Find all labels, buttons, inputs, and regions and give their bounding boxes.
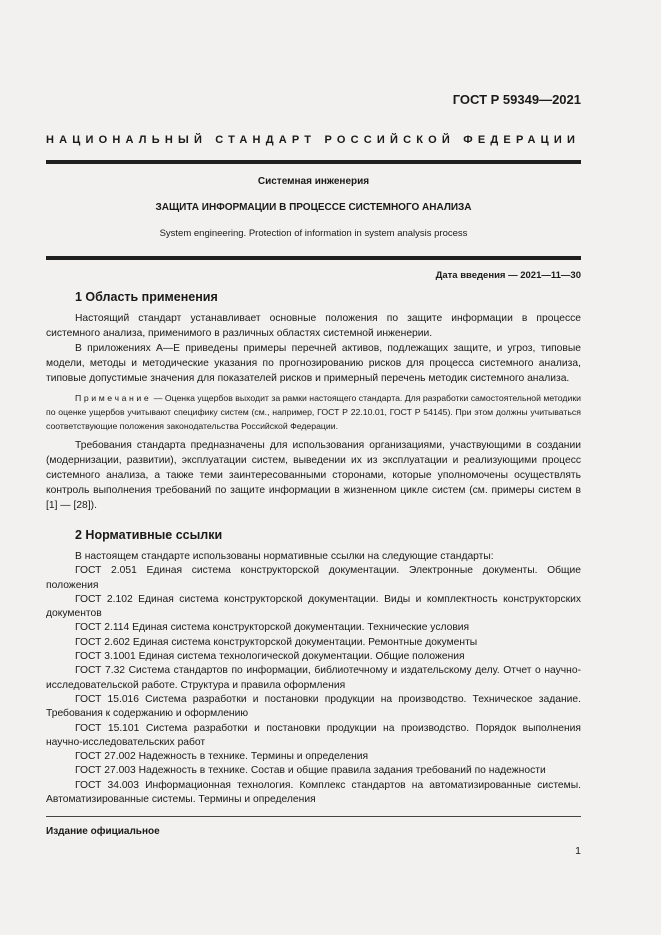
section-2-heading: 2 Нормативные ссылки: [75, 528, 223, 542]
normative-references: [46, 550, 581, 807]
reference-item: ГОСТ 34.003 Информационная технология. Комплекс стандартов на автоматизированные системы. Автоматизированные системы. Термины и определения: [46, 779, 581, 806]
reference-item: ГОСТ 27.003 Надежность в технике. Состав и общие правила задания требований по надежности: [75, 765, 546, 777]
reference-item: ГОСТ 15.101 Система разработки и постановки продукции на производство. Порядок выполнения научно-исследовательских работ: [46, 722, 581, 748]
note-label: Примечание: [75, 393, 152, 403]
section-1-heading: 1 Область применения: [75, 290, 218, 304]
introduction-date: Дата введения — 2021—11—30: [435, 270, 581, 281]
document-title-english: System engineering. Protection of information in system analysis process: [159, 228, 468, 239]
reference-item: ГОСТ 27.002 Надежность в технике. Термины и определения: [75, 751, 369, 763]
paragraph: Требования стандарта предназначены для использования организациями, участвующими в создании (модернизации, развитии), эксплуатации систем, выведении их из эксплуатации и реализующими процесс системного анализа, а также теми заинтересованными сторонами, которые уполномочены осуществлять контроль выполнения требований по защите информации в жизненном цикле систем (см. примеры систем в [1] — [28]).: [46, 440, 581, 511]
reference-item: ГОСТ 2.102 Единая система конструкторской документации. Виды и комплектность конструкторских документов: [46, 593, 581, 620]
document-title: ЗАЩИТА ИНФОРМАЦИИ В ПРОЦЕССЕ СИСТЕМНОГО АНАЛИЗА: [155, 202, 472, 213]
title-divider: [46, 256, 581, 260]
national-standard-title: НАЦИОНАЛЬНЫЙ СТАНДАРТ РОССИЙСКОЙ ФЕДЕРАЦИИ: [46, 134, 581, 146]
reference-item: ГОСТ 2.114 Единая система конструкторской документации. Технические условия: [75, 622, 470, 634]
gost-number: ГОСТ Р 59349—2021: [452, 92, 581, 107]
section-1-body: [46, 311, 581, 513]
note-text: — Оценка ущербов выходит за рамки настоящего стандарта. Для разработки самостоятельной методики по оценке ущербов учитывают специфику систем (см., например, ГОСТ Р 22.10.01, ГОСТ Р 54145). При этом должны учитываться соответствующие положения законодательства Российской Федерации.: [46, 393, 581, 431]
reference-item: ГОСТ 2.051 Единая система конструкторской документации. Электронные документы. Общие положения: [46, 565, 581, 591]
page-number: 1: [575, 845, 581, 857]
reference-item: ГОСТ 15.016 Система разработки и постановки продукции на производство. Техническое задание. Требования к содержанию и оформлению: [46, 693, 581, 720]
reference-item: ГОСТ 2.602 Единая система конструкторской документации. Ремонтные документы: [75, 636, 478, 648]
paragraph: В приложениях А—Е приведены примеры перечней активов, подлежащих защите, и угроз, типовые модели, методы и методические указания по прогнозированию рисков для процесса системного анализа, типовые допустимые значения для показателей рисков и примерный перечень методик системного анализа.: [46, 343, 581, 384]
header-divider: [46, 160, 581, 164]
reference-item: ГОСТ 7.32 Система стандартов по информации, библиотечному и издательскому делу. Отчет о научно-исследовательской работе. Структура и правила оформления: [46, 665, 581, 691]
reference-item: ГОСТ 3.1001 Единая система технологической документации. Общие положения: [75, 651, 465, 663]
references-intro: В настоящем стандарте использованы нормативные ссылки на следующие стандарты:: [75, 551, 494, 562]
system-engineering-label: Системная инженерия: [257, 176, 370, 187]
paragraph: Настоящий стандарт устанавливает основные положения по защите информации в процессе системного анализа, применимого в различных областях системной инженерии.: [46, 313, 581, 339]
footer-divider: [46, 816, 581, 817]
official-edition-label: Издание официальное: [46, 826, 160, 837]
note: [46, 391, 581, 433]
